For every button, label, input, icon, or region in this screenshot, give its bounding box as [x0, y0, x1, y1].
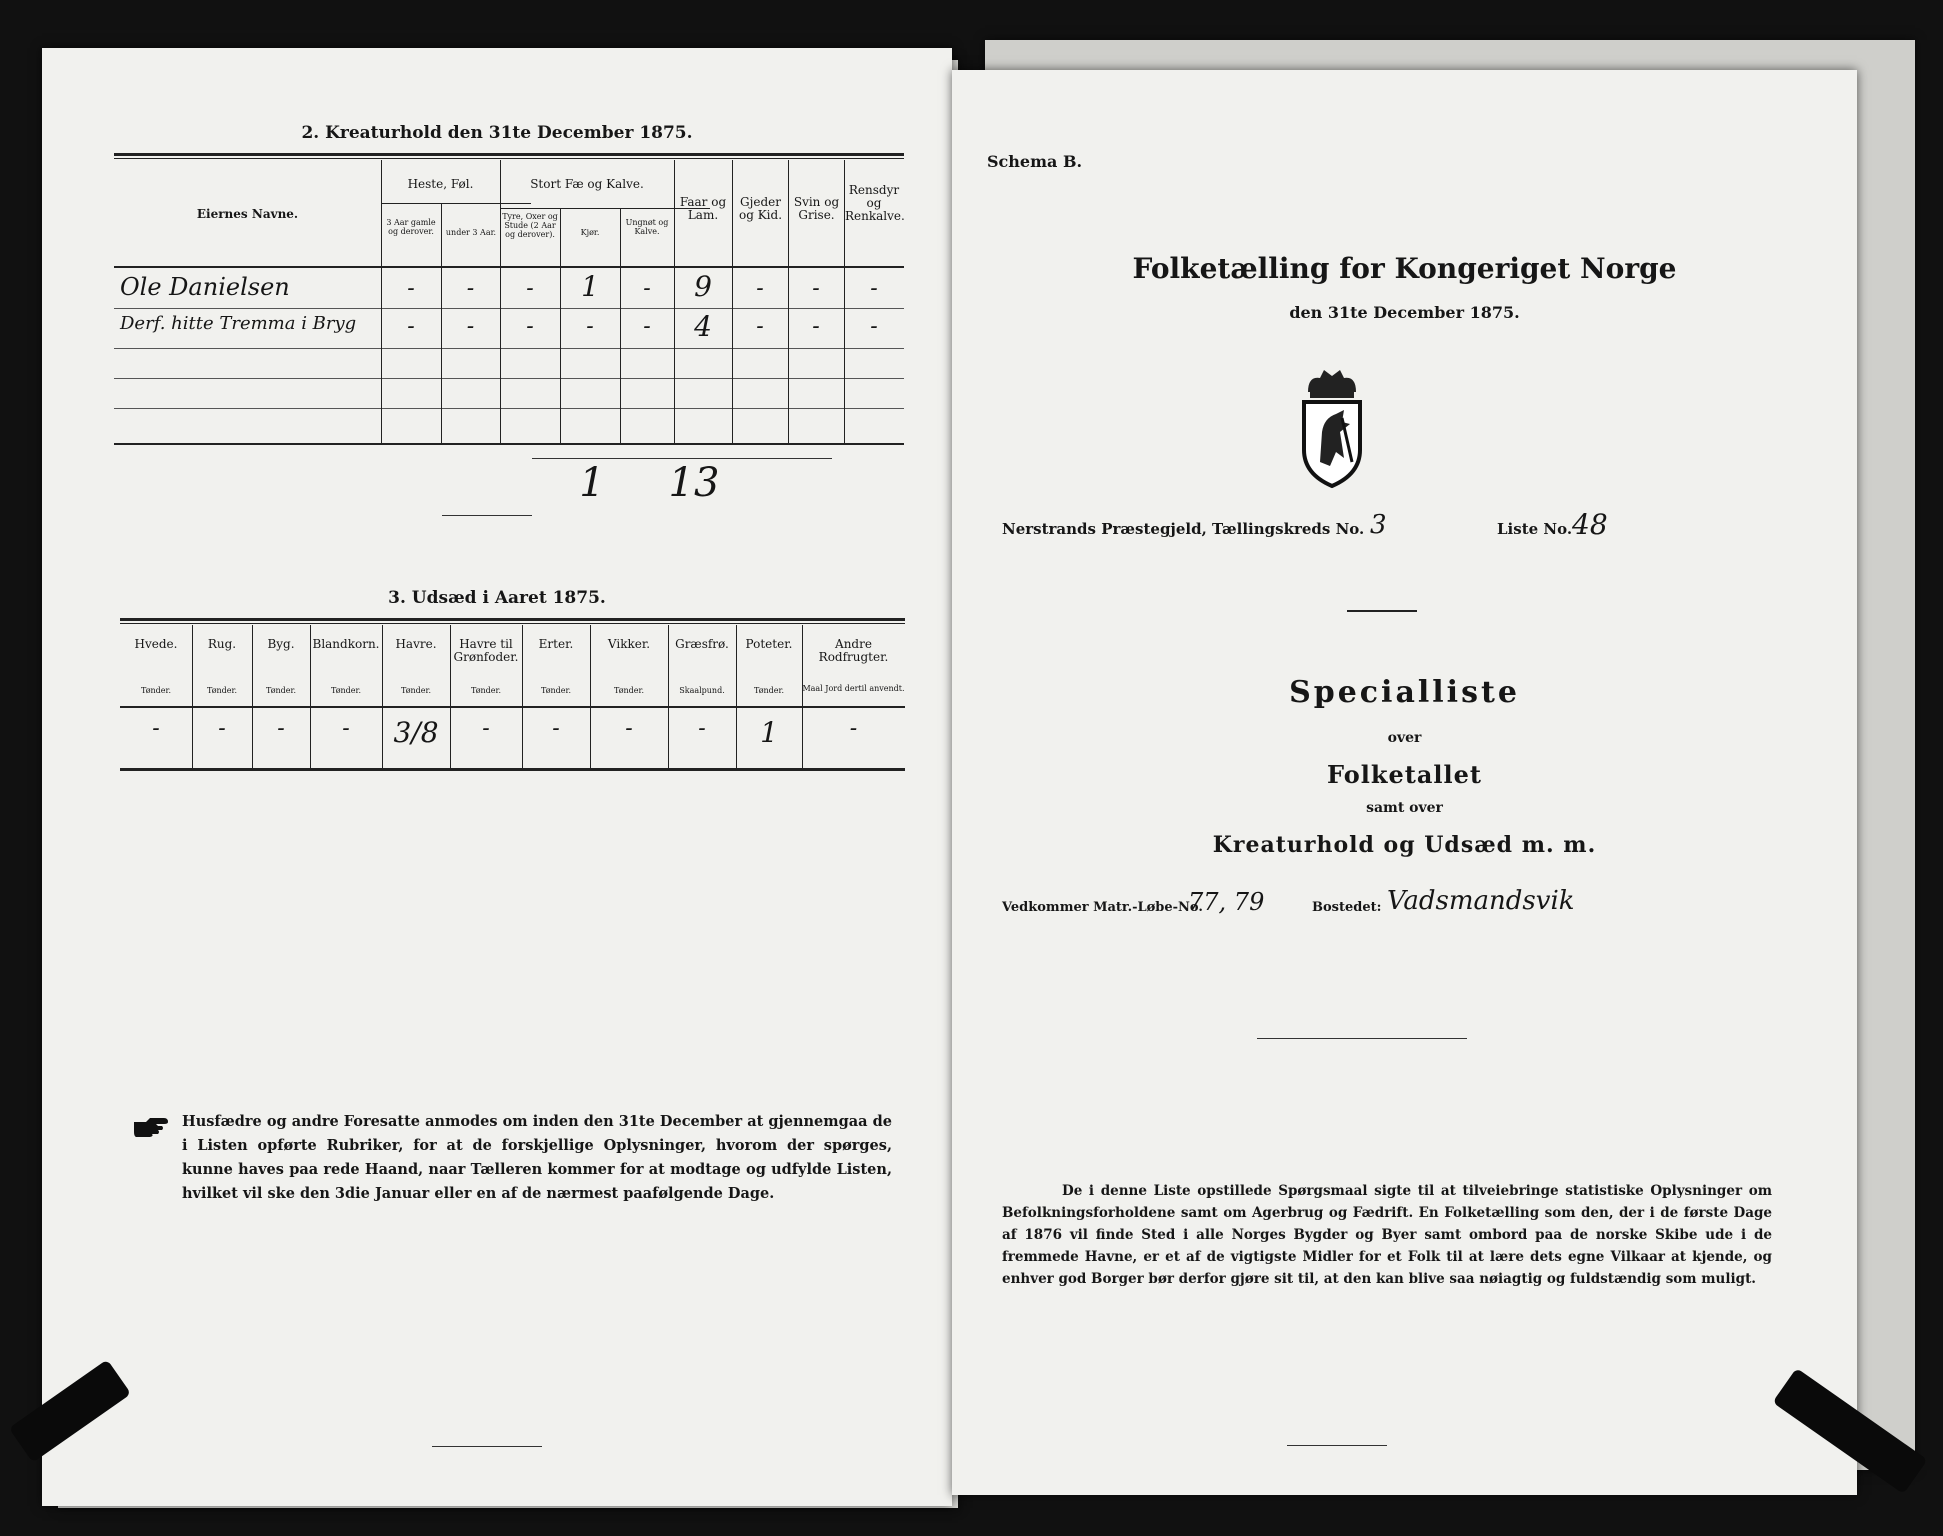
census-title: Folketælling for Kongeriget Norge — [1132, 252, 1677, 285]
header-heste: Heste, Føl. — [407, 177, 474, 191]
table3-top-rule-thin — [120, 623, 905, 624]
table2-row-rule — [114, 308, 904, 309]
row2-heste-b: - — [466, 314, 475, 339]
row2-stort-c: - — [643, 314, 651, 339]
row2-svin: - — [812, 314, 820, 339]
row1-kjor: 1 — [581, 270, 599, 303]
bosted-label: Bostedet: — [1312, 900, 1382, 915]
seed-value: 3/8 — [393, 716, 439, 749]
row2-faar: 4 — [694, 310, 712, 343]
seed-header-unit: Tønder. — [613, 686, 645, 695]
total-faar: 13 — [668, 460, 720, 506]
total-kjor: 1 — [579, 460, 605, 506]
seed-value: - — [482, 716, 490, 741]
liste-label: Liste No. — [1497, 520, 1573, 538]
header-heste-b: under 3 Aar. — [445, 228, 497, 237]
row2-gjeder: - — [756, 314, 764, 339]
header-svin: Svin og Grise. — [793, 195, 840, 222]
kreaturhold-label: Kreaturhold og Udsæd m. m. — [1212, 832, 1597, 858]
samt-over-label: samt over — [1366, 800, 1443, 816]
seed-header-name: Blandkorn. — [312, 637, 380, 651]
liste-no: 48 — [1572, 508, 1608, 541]
header-rensdyr: Rensdyr og Renkalve. — [845, 183, 905, 223]
row2-heste-a: - — [407, 314, 415, 339]
seed-header-name: Vikker. — [607, 637, 651, 651]
seed-value: - — [342, 716, 350, 741]
col-divider — [381, 160, 382, 443]
row1-stort-c: - — [643, 276, 651, 301]
seed-value: - — [218, 716, 226, 741]
seed-header-unit: Tønder. — [540, 686, 572, 695]
seed-header-unit: Tønder. — [470, 686, 502, 695]
seed-value: - — [625, 716, 633, 741]
row1-owner: Ole Danielsen — [120, 273, 290, 301]
header-stort: Stort Fæ og Kalve. — [530, 177, 644, 191]
table2-row-rule — [114, 348, 904, 349]
divider-short — [1347, 610, 1417, 612]
row1-heste-a: - — [407, 276, 415, 301]
right-page — [952, 70, 1857, 1495]
row1-rensdyr: - — [870, 276, 878, 301]
over-label: over — [1387, 730, 1422, 746]
seed-header-unit: Tønder. — [140, 686, 172, 695]
seed-header-unit: Tønder. — [265, 686, 297, 695]
header-stort-a: Tyre, Oxer og Stude (2 Aar og derover). — [502, 212, 558, 239]
seed-value: - — [849, 716, 858, 741]
row2-owner: Derf. hitte Tremma i Bryg — [120, 313, 357, 334]
table3-header-rule — [120, 706, 905, 708]
seed-header-unit: Tønder. — [400, 686, 432, 695]
divider-bottom — [432, 1446, 542, 1447]
seed-header-name: Byg. — [267, 637, 295, 651]
table3-bottom-rule — [120, 768, 905, 771]
prestegjeld-label: Nerstrands Præstegjeld, Tællingskreds No. — [1002, 520, 1365, 538]
census-date: den 31te December 1875. — [1289, 303, 1520, 322]
table2-row-rule — [114, 378, 904, 379]
kreds-no: 3 — [1370, 510, 1387, 540]
notice-text: Husfædre og andre Foresatte anmodes om inden den 31te December at gjennemgaa de i Listen opførte Rubriker, for at de forskjellige Oplysninger, hvorom der spørges, kunne haves paa rede Haand, naar Tælleren kommer for at modtage og udfylde Listen, hvilket vil ske den 3die Januar eller en af de nærmest paafølgende Dage. — [182, 1113, 892, 1202]
header-stort-c: Ungnøt og Kalve. — [625, 218, 669, 236]
seed-header-name: Havre. — [395, 637, 437, 651]
seed-header-unit: Tønder. — [206, 686, 238, 695]
row1-stort-a: - — [526, 276, 534, 301]
row1-heste-b: - — [466, 276, 475, 301]
row2-kjor: - — [586, 314, 594, 339]
matr-no: 77, 79 — [1188, 888, 1265, 916]
heste-group-rule — [381, 203, 531, 204]
row1-faar: 9 — [694, 270, 712, 303]
folketallet-label: Folketallet — [1327, 760, 1482, 789]
header-stort-b: Kjør. — [580, 228, 600, 237]
divider-mid — [1257, 1038, 1467, 1039]
seed-value: - — [277, 716, 285, 741]
col-divider — [500, 160, 501, 443]
seed-value: - — [152, 716, 160, 741]
seed-value: 1 — [760, 716, 778, 749]
matr-label: Vedkommer Matr.-Løbe-No. — [1002, 900, 1203, 915]
table3-top-rule — [120, 618, 905, 621]
table2-top-rule — [114, 153, 904, 156]
seed-header-name: Poteter. — [745, 637, 793, 651]
seed-header-name: Andre Rodfrugter. — [818, 637, 889, 664]
seed-value: - — [552, 716, 560, 741]
seed-header-unit: Maal Jord dertil anvendt. — [802, 684, 905, 693]
schema-label: Schema B. — [987, 152, 1083, 171]
seed-header-unit: Tønder. — [330, 686, 362, 695]
seed-header-name: Rug. — [207, 637, 237, 651]
row2-stort-a: - — [526, 314, 534, 339]
section3-title: 3. Udsæd i Aaret 1875. — [388, 588, 606, 608]
table2-header-rule — [114, 266, 904, 268]
seed-value: - — [698, 716, 706, 741]
totals-rule — [532, 458, 832, 459]
section2-title: 2. Kreaturhold den 31te December 1875. — [301, 123, 693, 143]
seed-header-name: Erter. — [538, 637, 574, 651]
header-faar: Faar og Lam. — [679, 195, 727, 222]
seed-header-name: Græsfrø. — [675, 637, 729, 651]
table2-row-rule — [114, 408, 904, 409]
header-gjeder: Gjeder og Kid. — [738, 195, 783, 222]
divider-short — [442, 515, 532, 516]
seed-header-name: Hvede. — [134, 637, 178, 651]
row1-gjeder: - — [756, 276, 764, 301]
norwegian-coat-of-arms-icon — [1292, 362, 1372, 492]
seed-header-unit: Tønder. — [753, 686, 785, 695]
header-heste-a: 3 Aar gamle og derover. — [386, 218, 436, 236]
pointing-hand-icon — [132, 1116, 170, 1138]
header-owner: Eiernes Navne. — [196, 207, 299, 221]
seed-header-unit: Skaalpund. — [679, 686, 725, 695]
bosted-value: Vadsmandsvik — [1387, 886, 1575, 916]
row1-svin: - — [812, 276, 820, 301]
census-explanation: De i denne Liste opstillede Spørgsmaal sigte til at tilveiebringe statistiske Oplysninger om Befolkningsforholdene samt om Agerbrug og Fædrift. En Folketælling som den, der i de første Dage af 1876 vil finde Sted i alle Norges Bygder og Byer samt ombord paa de norske Skibe ude i de fremmede Havne, er et af de vigtigste Midler for et Folk til at lære dets egne Vilkaar at kjende, og enhver god Borger bør derfor gjøre sit til, at den kan blive saa nøiagtig og fuldstændig som muligt. — [1002, 1183, 1772, 1287]
specialliste-title: Specialliste — [1289, 675, 1520, 710]
row2-rensdyr: - — [870, 314, 878, 339]
divider-bottom — [1287, 1445, 1387, 1446]
left-page — [42, 48, 952, 1506]
table2-bottom-rule — [114, 443, 904, 445]
table2-top-rule-thin — [114, 158, 904, 159]
seed-header-name: Havre til Grønfoder. — [453, 637, 519, 664]
